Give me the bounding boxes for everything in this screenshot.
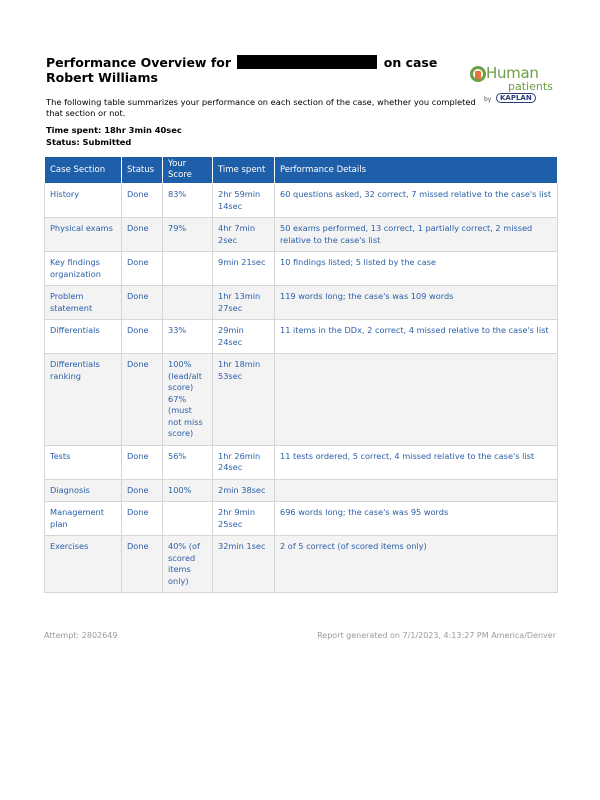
ihuman-logo [470,64,560,108]
table-row [45,536,558,593]
cell-details [275,479,558,502]
table-row [45,354,558,446]
cell-details [275,354,558,446]
cell-score: 100% (lead/alt score) 67% (must not miss score) [163,354,213,446]
logo-brand: Human [486,64,539,82]
cell-details: 50 exams performed, 13 correct, 1 partially correct, 2 missed relative to the case's list [275,218,558,252]
cell-time: 1hr 18min 53sec [213,354,275,446]
title-text-case: on case [383,55,438,70]
cell-score: 40% (of scored items only) [163,536,213,593]
cell-status: Done [122,479,163,502]
cell-details: 11 tests ordered, 5 correct, 4 missed relative to the case's list [275,445,558,479]
cell-section: Management plan [45,502,122,536]
table-row [45,502,558,536]
cell-status: Done [122,502,163,536]
cell-score: 56% [163,445,213,479]
col-header-time: Time spent [213,157,275,184]
patient-name: Robert Williams [46,70,158,85]
cell-details: 2 of 5 correct (of scored items only) [275,536,558,593]
logo-sub: patients [508,80,553,93]
cell-time: 1hr 13min 27sec [213,286,275,320]
logo-mark-inner-icon [475,71,481,79]
performance-table [44,156,558,593]
table-header-row [45,157,558,184]
table-row [45,479,558,502]
table-row [45,218,558,252]
cell-time: 4hr 7min 2sec [213,218,275,252]
col-header-score: Your Score [163,157,213,184]
cell-time: 2hr 9min 25sec [213,502,275,536]
report-generated: Report generated on 7/1/2023, 4:13:27 PM America/Denver [317,631,556,640]
cell-time: 1hr 26min 24sec [213,445,275,479]
table-row [45,184,558,218]
table-row [45,320,558,354]
cell-section: Diagnosis [45,479,122,502]
table-row [45,252,558,286]
cell-score [163,252,213,286]
meta-block [46,125,182,148]
cell-status: Done [122,252,163,286]
cell-time: 29min 24sec [213,320,275,354]
cell-status: Done [122,286,163,320]
cell-score [163,502,213,536]
cell-details: 10 findings listed; 5 listed by the case [275,252,558,286]
cell-section: History [45,184,122,218]
intro-text: The following table summarizes your performance on each section of the case, whether you completed that section or not. [46,97,476,118]
cell-section: Tests [45,445,122,479]
cell-score: 33% [163,320,213,354]
col-header-section: Case Section [45,157,122,184]
col-header-status: Status [122,157,163,184]
status-text: Status: Submitted [46,136,132,147]
report-title [46,55,437,85]
cell-section: Differentials [45,320,122,354]
cell-details: 11 items in the DDx, 2 correct, 4 missed relative to the case's list [275,320,558,354]
attempt-id: Attempt: 2802649 [44,631,118,640]
cell-section: Exercises [45,536,122,593]
cell-status: Done [122,320,163,354]
cell-score: 100% [163,479,213,502]
logo-by: by [484,96,492,103]
kaplan-logo: KAPLAN [496,93,536,103]
cell-time: 9min 21sec [213,252,275,286]
cell-time: 32min 1sec [213,536,275,593]
cell-details: 119 words long; the case's was 109 words [275,286,558,320]
redaction-bar [237,55,377,69]
title-text: Performance Overview for [46,55,232,70]
cell-details: 60 questions asked, 32 correct, 7 missed relative to the case's list [275,184,558,218]
cell-section: Physical exams [45,218,122,252]
cell-section: Problem statement [45,286,122,320]
cell-time: 2min 38sec [213,479,275,502]
cell-score: 79% [163,218,213,252]
time-spent: Time spent: 18hr 3min 40sec [46,125,182,135]
col-header-details: Performance Details [275,157,558,184]
cell-status: Done [122,536,163,593]
cell-section: Key findings organization [45,252,122,286]
cell-status: Done [122,184,163,218]
table-row [45,286,558,320]
cell-score: 83% [163,184,213,218]
cell-status: Done [122,354,163,446]
cell-status: Done [122,445,163,479]
cell-score [163,286,213,320]
cell-details: 696 words long; the case's was 95 words [275,502,558,536]
table-row [45,445,558,479]
cell-section: Differentials ranking [45,354,122,446]
cell-time: 2hr 59min 14sec [213,184,275,218]
cell-status: Done [122,218,163,252]
